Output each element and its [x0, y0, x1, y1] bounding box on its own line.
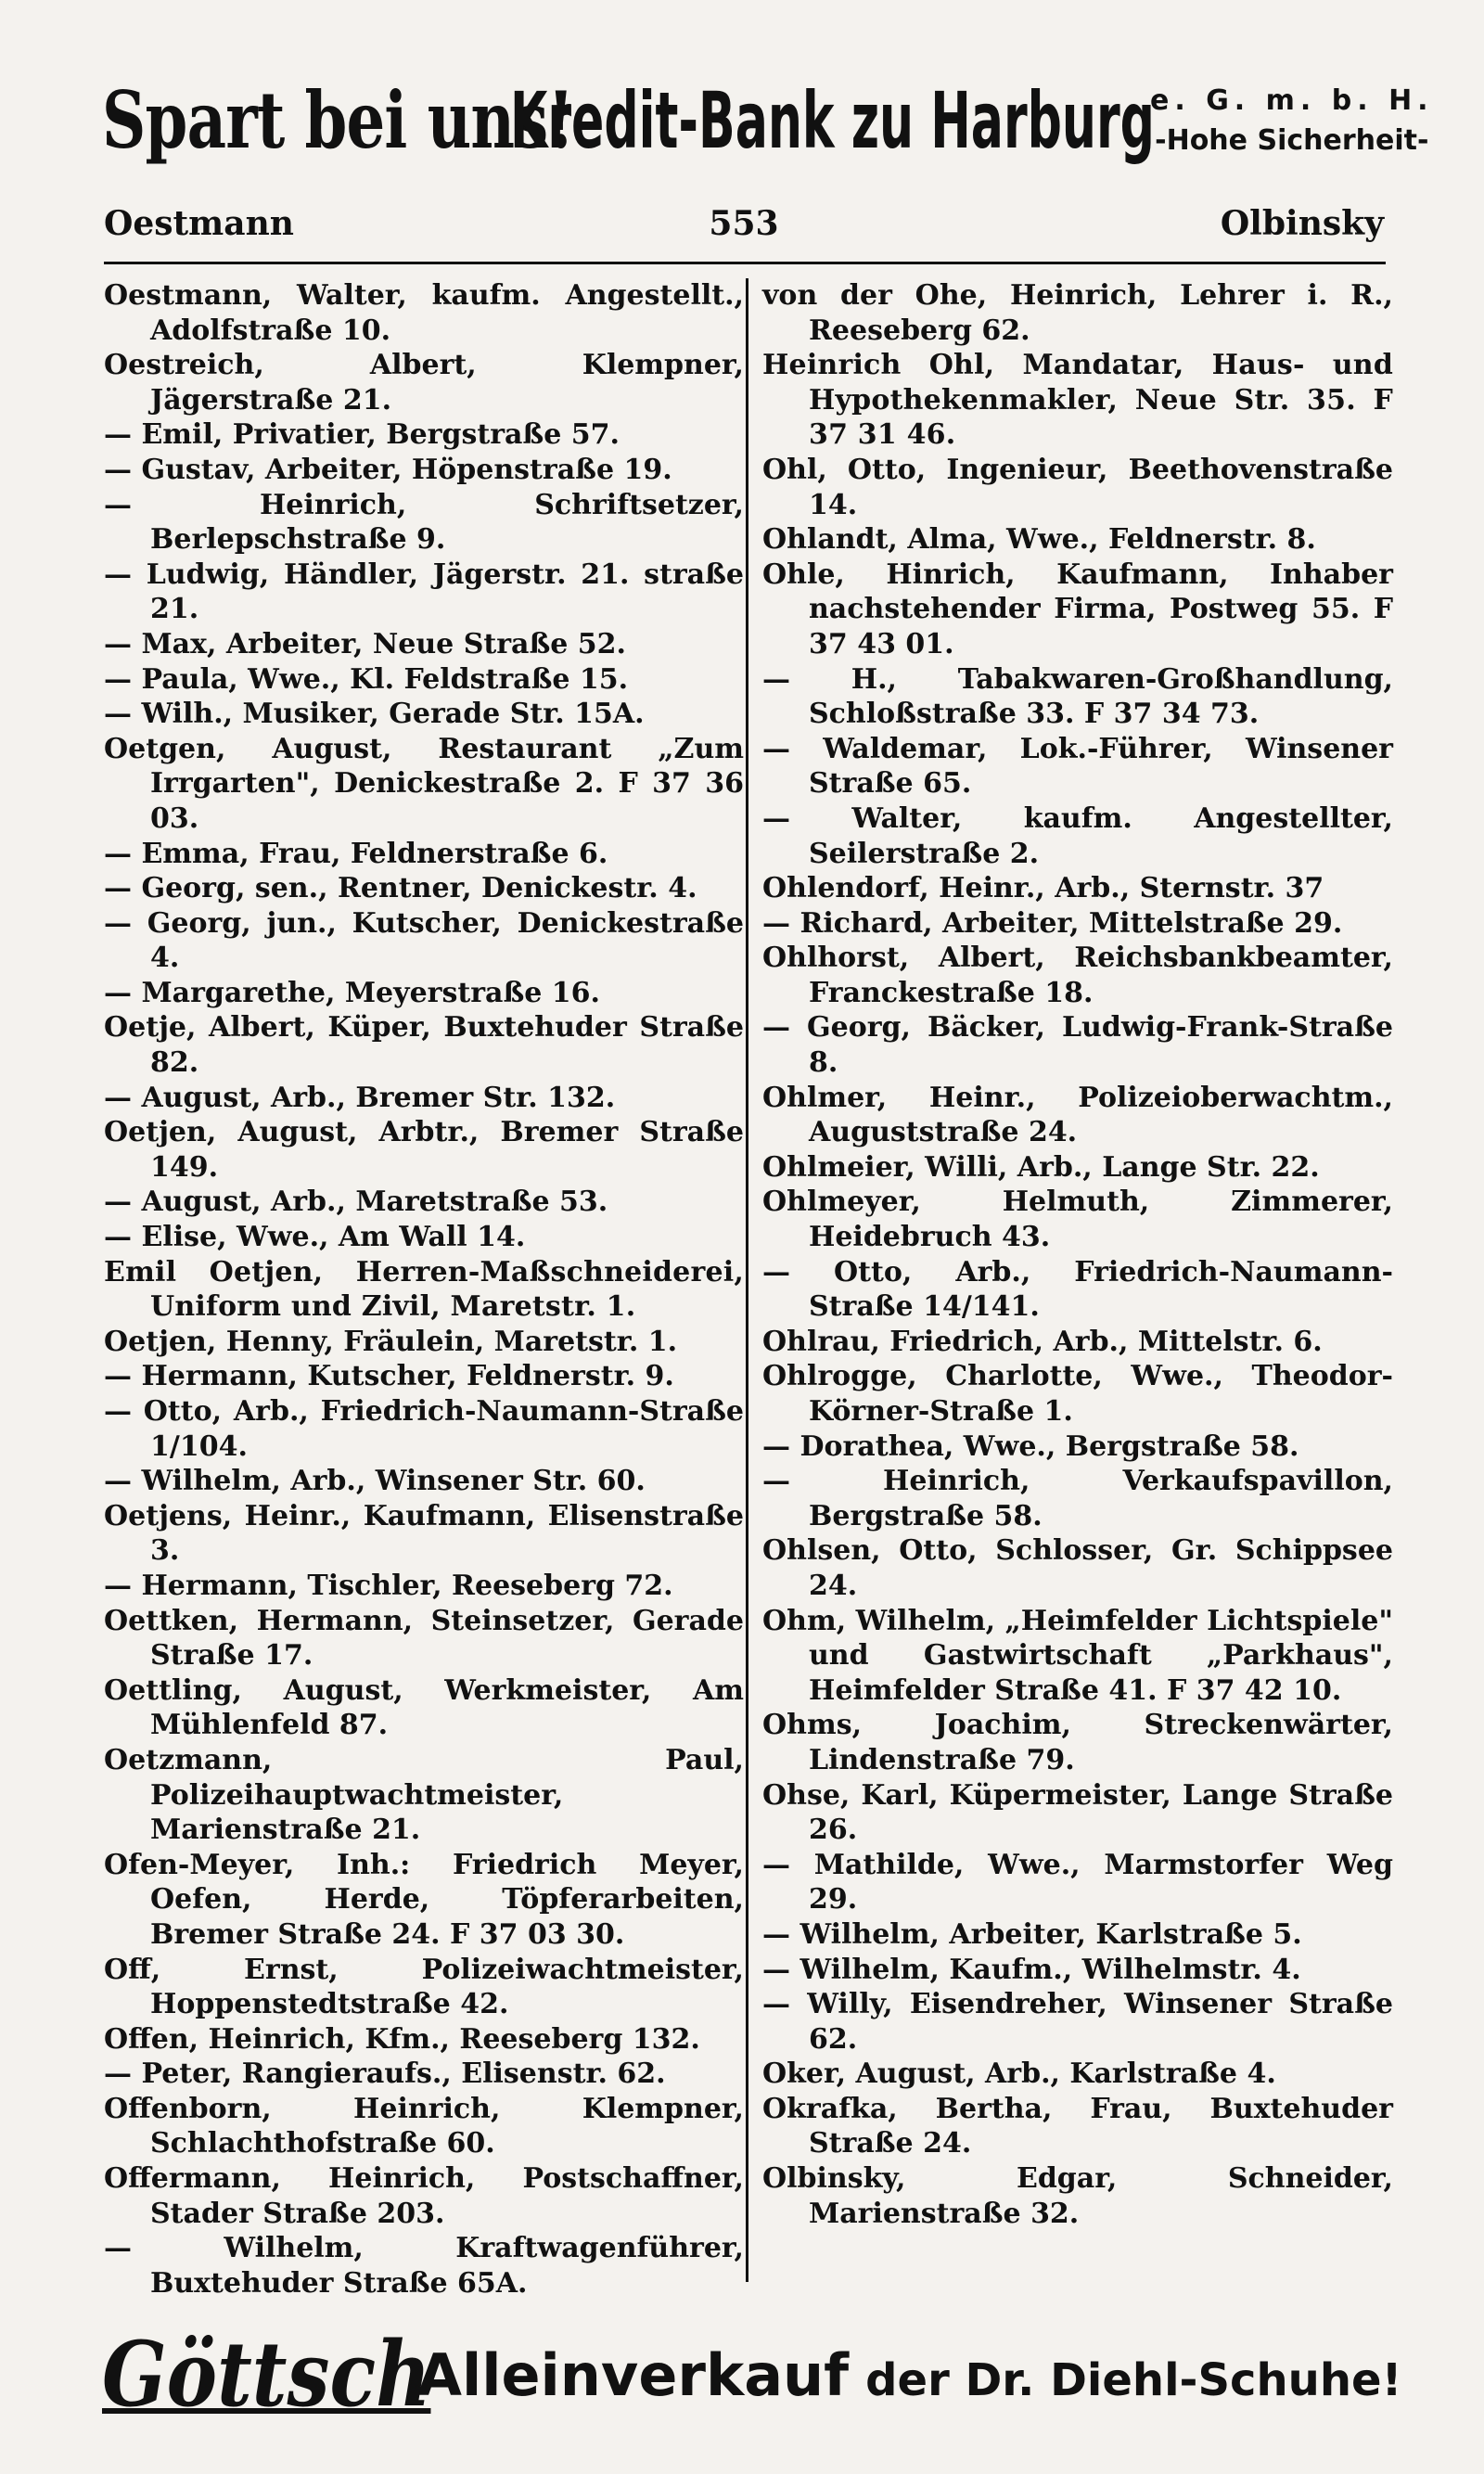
directory-entry: — Hermann, Tischler, Reeseberg 72. [104, 1569, 673, 1602]
directory-entry: Ohlhorst, Albert, Reichsbankbeamter, Franckestraße 18. [762, 942, 1393, 1009]
ad-bank-details [1150, 84, 1434, 157]
directory-entry: Olbinsky, Edgar, Schneider, Marienstraße 32. [762, 2162, 1393, 2230]
header-rule [104, 262, 1386, 264]
directory-entry: — Walter, kaufm. Angestellter, Seilerstraße 2. [762, 801, 1393, 870]
directory-entry: — Ludwig, Händler, Jägerstr. 21. straße 21. [104, 558, 744, 626]
directory-entry: Ohlrogge, Charlotte, Wwe., Theodor-Körner-Straße 1. [762, 1360, 1393, 1428]
directory-entry: — Hermann, Kutscher, Feldnerstr. 9. [104, 1360, 674, 1393]
directory-entry: Emil Oetjen, Herren-Maßschneiderei, Uniform und Zivil, Maretstr. 1. [104, 1255, 744, 1324]
directory-entry: Off, Ernst, Polizeiwachtmeister, Hoppenstedtstraße 42. [104, 1953, 744, 2021]
directory-entry: — Heinrich, Verkaufspavillon, Bergstraße 58. [762, 1465, 1393, 1532]
directory-entry: — Elise, Wwe., Am Wall 14. [104, 1221, 526, 1254]
directory-entry: Oettken, Hermann, Steinsetzer, Gerade Straße 17. [104, 1604, 744, 1673]
directory-entry: — Waldemar, Lok.-Führer, Winsener Straße 65. [762, 732, 1393, 801]
directory-entry: — Otto, Arb., Friedrich-Naumann-Straße 1/104. [104, 1395, 744, 1463]
directory-entry: — Emma, Frau, Feldnerstraße 6. [104, 837, 608, 870]
directory-entry: — Gustav, Arbeiter, Höpenstraße 19. [104, 453, 672, 486]
directory-entry: — Georg, sen., Rentner, Denickestr. 4. [104, 872, 697, 905]
directory-entry: Oker, August, Arb., Karlstraße 4. [762, 2057, 1276, 2091]
ad-brand-logo: Göttsch [102, 2322, 431, 2427]
directory-entry: Oestmann, Walter, kaufm. Angestellt., Adolfstraße 10. [104, 279, 744, 347]
directory-entry: — Wilh., Musiker, Gerade Str. 15A. [104, 698, 645, 731]
directory-entry: — Wilhelm, Arbeiter, Karlstraße 5. [762, 1917, 1302, 1951]
directory-entry: — Peter, Rangieraufs., Elisenstr. 62. [104, 2057, 666, 2091]
running-head [104, 204, 1384, 250]
directory-entry: — Richard, Arbeiter, Mittelstraße 29. [762, 906, 1343, 940]
directory-entry: Oetjen, Henny, Fräulein, Maretstr. 1. [104, 1325, 678, 1358]
directory-entry: Offenborn, Heinrich, Klempner, Schlachthofstraße 60. [104, 2092, 744, 2160]
column-divider [746, 278, 748, 2282]
directory-entry: Ohlendorf, Heinr., Arb., Sternstr. 37 [762, 872, 1324, 905]
directory-entry: — Heinrich, Schriftsetzer, Berlepschstraße 9. [104, 488, 744, 557]
directory-entry: Ohle, Hinrich, Kaufmann, Inhaber nachstehender Firma, Postweg 55. F 37 43 01. [762, 558, 1393, 660]
directory-entry: Oettling, August, Werkmeister, Am Mühlenfeld 87. [104, 1673, 744, 1742]
directory-entry: Ohm, Wilhelm, „Heimfelder Lichtspiele" und Gastwirtschaft „Parkhaus", Heimfelder Straße 41. F 37 42 10. [762, 1604, 1393, 1707]
directory-entry: Ofen-Meyer, Inh.: Friedrich Meyer, Oefen, Herde, Töpferarbeiten, Bremer Straße 24. F 37 03 30. [104, 1848, 744, 1951]
directory-entry: — Wilhelm, Arb., Winsener Str. 60. [104, 1465, 646, 1498]
directory-entry: Oetjen, August, Arbtr., Bremer Straße 149. [104, 1116, 744, 1184]
directory-entry: Okrafka, Bertha, Frau, Buxtehuder Straße 24. [762, 2092, 1393, 2160]
directory-entry: — Emil, Privatier, Bergstraße 57. [104, 418, 620, 452]
directory-entry: Ohlandt, Alma, Wwe., Feldnerstr. 8. [762, 523, 1316, 557]
directory-entry: — Wilhelm, Kaufm., Wilhelmstr. 4. [762, 1953, 1301, 1986]
directory-entry: Oetjens, Heinr., Kaufmann, Elisenstraße 3. [104, 1499, 744, 1568]
running-head-last-entry: Olbinsky [1220, 204, 1384, 243]
directory-entry: — H., Tabakwaren-Großhandlung, Schloßstraße 33. F 37 34 73. [762, 662, 1393, 731]
directory-entry: — Paula, Wwe., Kl. Feldstraße 15. [104, 662, 629, 696]
bottom-advertisement [102, 2319, 1401, 2430]
directory-entry: Ohse, Karl, Küpermeister, Lange Straße 26. [762, 1778, 1393, 1847]
directory-entry: Ohlsen, Otto, Schlosser, Gr. Schippsee 24. [762, 1534, 1393, 1602]
top-advertisement [102, 65, 1434, 176]
ad-bank-name: Kredit-Bank zu Harburg [510, 75, 1155, 166]
directory-entry: — Wilhelm, Kraftwagenführer, Buxtehuder Straße 65A. [104, 2232, 744, 2300]
ad-claim-main: Alleinverkauf [417, 2340, 850, 2409]
directory-entry: — Willy, Eisendreher, Winsener Straße 62. [762, 1988, 1393, 2056]
directory-entry: Oetje, Albert, Küper, Buxtehuder Straße 82. [104, 1011, 744, 1080]
directory-entry: — Otto, Arb., Friedrich-Naumann-Straße 14/141. [762, 1255, 1393, 1324]
directory-entry: — Georg, Bäcker, Ludwig-Frank-Straße 8. [762, 1011, 1393, 1080]
directory-entry: Offermann, Heinrich, Postschaffner, Stader Straße 203. [104, 2162, 744, 2230]
directory-entry: Ohl, Otto, Ingenieur, Beethovenstraße 14. [762, 453, 1393, 521]
directory-entry: von der Ohe, Heinrich, Lehrer i. R., Reeseberg 62. [762, 279, 1393, 347]
ad-tagline: -Hohe Sicherheit- [1155, 124, 1429, 157]
running-head-first-entry: Oestmann [104, 204, 294, 243]
ad-slogan: Spart bei uns! [102, 74, 574, 166]
directory-entry: — Margarethe, Meyerstraße 16. [104, 976, 600, 1009]
directory-column-right [762, 278, 1393, 2231]
directory-entry: — Dorathea, Wwe., Bergstraße 58. [762, 1429, 1299, 1463]
page-number: 553 [709, 204, 779, 243]
directory-entry: Ohlmeier, Willi, Arb., Lange Str. 22. [762, 1150, 1320, 1184]
ad-claim [417, 2341, 1401, 2409]
ad-claim-rest: der Dr. Diehl-Schuhe! [865, 2353, 1402, 2406]
directory-entry: Offen, Heinrich, Kfm., Reeseberg 132. [104, 2022, 700, 2056]
directory-entry: Ohlrau, Friedrich, Arb., Mittelstr. 6. [762, 1325, 1323, 1358]
directory-entry: — Max, Arbeiter, Neue Straße 52. [104, 627, 626, 660]
directory-entry: — Mathilde, Wwe., Marmstorfer Weg 29. [762, 1848, 1393, 1916]
directory-entry: — August, Arb., Bremer Str. 132. [104, 1081, 616, 1114]
directory-column-left [104, 278, 744, 2301]
directory-entry: — Georg, jun., Kutscher, Denickestraße 4. [104, 906, 744, 975]
directory-entry: Oetzmann, Paul, Polizeihauptwachtmeister, Marienstraße 21. [104, 1743, 744, 1847]
ad-legal-form: e. G. m. b. H. [1150, 84, 1434, 117]
directory-entry: Ohlmeyer, Helmuth, Zimmerer, Heidebruch 43. [762, 1186, 1393, 1254]
directory-entry: Ohms, Joachim, Streckenwärter, Lindenstraße 79. [762, 1709, 1393, 1776]
directory-entry: Ohlmer, Heinr., Polizeioberwachtm., Auguststraße 24. [762, 1081, 1393, 1149]
directory-entry: Heinrich Ohl, Mandatar, Haus- und Hypothekenmakler, Neue Str. 35. F 37 31 46. [762, 349, 1393, 452]
directory-entry: — August, Arb., Maretstraße 53. [104, 1186, 608, 1219]
directory-entry: Oetgen, August, Restaurant „Zum Irrgarten", Denickestraße 2. F 37 36 03. [104, 732, 744, 835]
directory-entry: Oestreich, Albert, Klempner, Jägerstraße 21. [104, 349, 744, 417]
